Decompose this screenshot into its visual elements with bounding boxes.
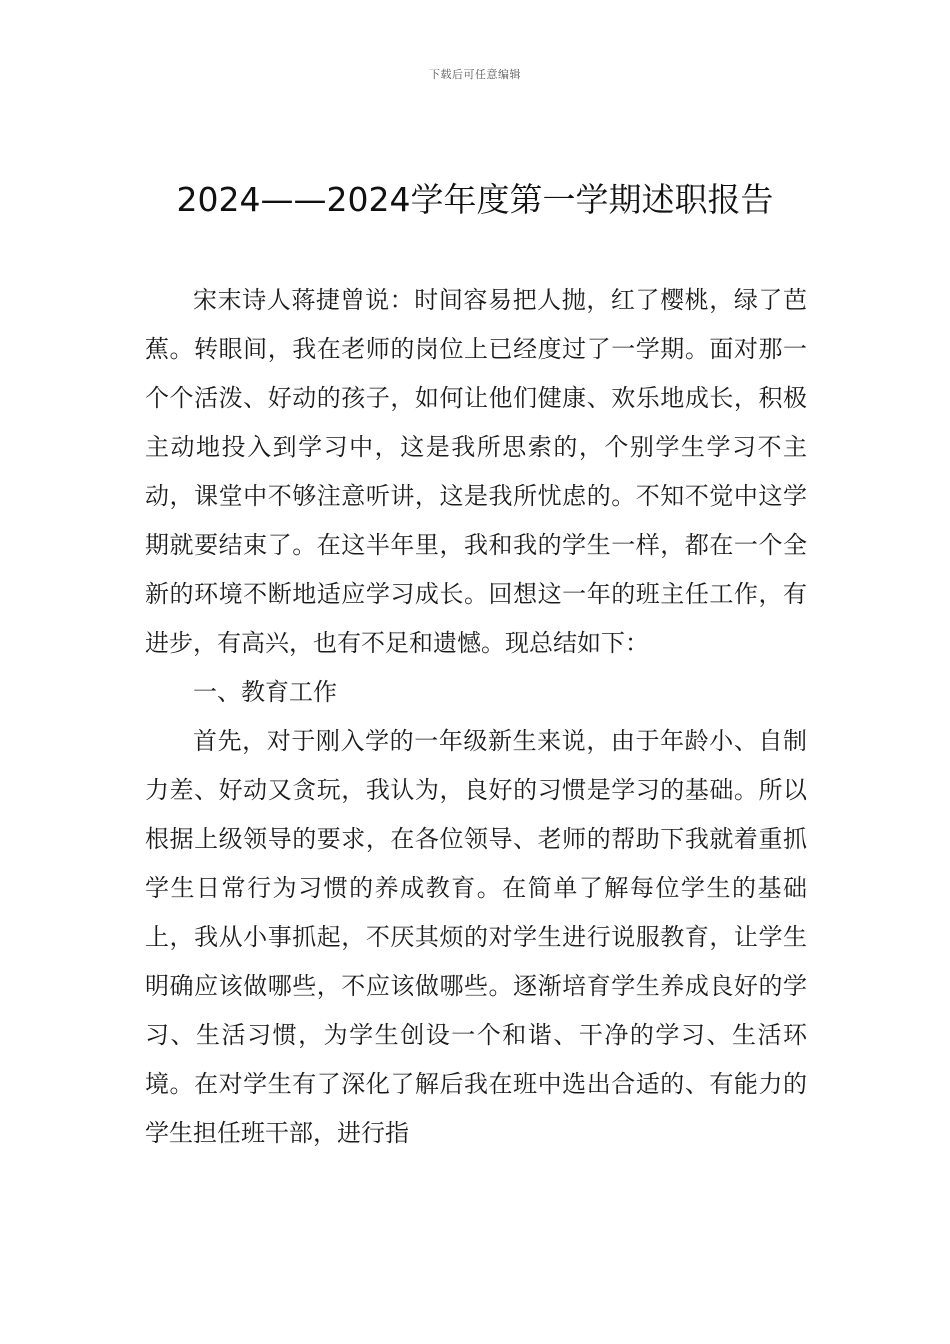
document-body	[145, 276, 807, 1158]
header-note: 下载后可任意编辑	[429, 68, 521, 81]
paragraph-education: 首先，对于刚入学的一年级新生来说，由于年龄小、自制力差、好动又贪玩，我认为，良好的习惯是学习的基础。所以根据上级领导的要求，在各位领导、老师的帮助下我就着重抓学生日常行为习惯的养成教育。在简单了解每位学生的基础上，我从小事抓起，不厌其烦的对学生进行说服教育，让学生明确应该做哪些，不应该做哪些。逐渐培育学生养成良好的学习、生活习惯，为学生创设一个和谐、干净的学习、生活环境。在对学生有了深化了解后我在班中选出合适的、有能力的学生担任班干部，进行指	[145, 727, 807, 1147]
document-title: 2024——2024学年度第一学期述职报告	[176, 180, 774, 219]
section-heading-education: 一、教育工作	[193, 678, 337, 706]
paragraph-intro: 宋末诗人蒋捷曾说：时间容易把人抛，红了樱桃，绿了芭蕉。转眼间，我在老师的岗位上已经度过了一学期。面对那一个个活泼、好动的孩子，如何让他们健康、欢乐地成长，积极主动地投入到学习中，这是我所思索的，个别学生学习不主动，课堂中不够注意听讲，这是我所忧虑的。不知不觉中这学期就要结束了。在这半年里，我和我的学生一样，都在一个全新的环境不断地适应学习成长。回想这一年的班主任工作，有进步，有高兴，也有不足和遗憾。现总结如下：	[145, 286, 807, 657]
